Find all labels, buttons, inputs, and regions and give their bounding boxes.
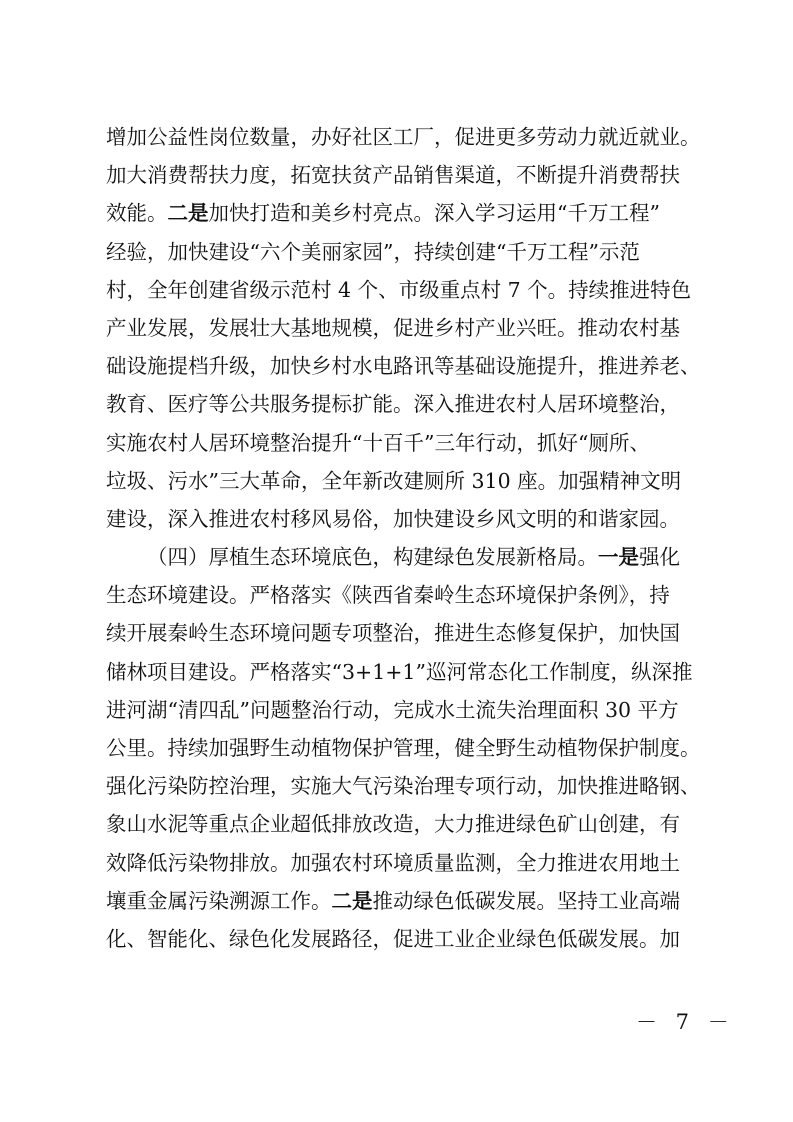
text-line [106, 729, 726, 767]
text-line [106, 805, 726, 843]
text-run: 效能。 [106, 201, 168, 226]
text-run: 教育、医疗等公共服务提标扩能。深入推进农村人居环境整治， [106, 392, 680, 417]
text-run: 垃圾、污水”三大革命，全年新改建厕所 310 座。加强精神文明 [106, 468, 682, 493]
text-run: 增加公益性岗位数量，办好社区工厂，促进更多劳动力就近就业。 [106, 125, 701, 149]
text-line [106, 653, 726, 691]
text-run: 强化污染防控治理，实施大气污染治理专项行动，加快推进略钢、 [106, 774, 701, 799]
text-run: 加快打造和美乡村亮点。深入学习运用“千万工程” [208, 201, 660, 226]
bold-marker: 二是 [167, 201, 209, 226]
text-line [106, 347, 726, 385]
text-line [106, 385, 726, 423]
text-line [106, 767, 726, 805]
text-line [106, 614, 726, 652]
text-line [106, 576, 726, 614]
text-run: 象山水泥等重点企业超低排放改造，大力推进绿色矿山创建，有 [106, 812, 680, 837]
section-heading: （四）厚植生态环境底色，构建绿色发展新格局。 [147, 545, 598, 570]
bold-marker: 二是 [331, 888, 373, 913]
text-run: 化、智能化、绿色化发展路径，促进工业企业绿色低碳发展。加 [106, 926, 680, 951]
text-run: 强化 [639, 545, 680, 570]
text-run: 产业发展，发展壮大基地规模，促进乡村产业兴旺。推动农村基 [106, 315, 680, 340]
page-number: － 7 － [636, 1010, 735, 1034]
text-line [106, 844, 726, 882]
text-run: 续开展秦岭生态环境问题专项整治，推进生态修复保护，加快国 [106, 621, 680, 646]
text-line [106, 462, 726, 500]
text-run: 公里。持续加强野生动植物保护管理，健全野生动植物保护制度。 [106, 736, 701, 760]
text-run: 村，全年创建省级示范村 4 个、市级重点村 7 个。持续推进特色 [106, 277, 692, 302]
text-line [106, 691, 726, 729]
text-run: 推动绿色低碳发展。坚持工业高端 [372, 888, 680, 913]
section-heading-line [106, 538, 726, 576]
text-run: 进河湖“清四乱”问题整治行动，完成水土流失治理面积 30 平方 [106, 697, 679, 722]
text-line [106, 424, 726, 462]
body-text [106, 118, 726, 958]
text-run: 实施农村人居环境整治提升“十百千”三年行动，抓好“厕所、 [106, 430, 650, 455]
text-run: 效降低污染物排放。加强农村环境质量监测，全力推进农用地土 [106, 850, 680, 875]
text-run: 生态环境建设。严格落实《陕西省秦岭生态环境保护条例》，持 [106, 583, 670, 608]
text-run: 加大消费帮扶力度，拓宽扶贫产品销售渠道，不断提升消费帮扶 [106, 163, 680, 188]
text-run: 储林项目建设。严格落实“3+1+1”巡河常态化工作制度，纵深推 [106, 659, 693, 684]
text-line [106, 882, 726, 920]
text-run: 经验，加快建设“六个美丽家园”，持续创建“千万工程”示范 [106, 239, 640, 264]
text-run: 建设，深入推进农村移风易俗，加快建设乡风文明的和谐家园。 [106, 506, 680, 531]
text-run: 壤重金属污染溯源工作。 [106, 888, 332, 913]
text-line [106, 118, 726, 156]
text-line [106, 309, 726, 347]
text-line [106, 156, 726, 194]
text-line [106, 500, 726, 538]
text-line [106, 194, 726, 232]
text-run: 础设施提档升级，加快乡村水电路讯等基础设施提升，推进养老、 [106, 354, 701, 379]
text-line [106, 233, 726, 271]
text-line [106, 271, 726, 309]
text-line [106, 920, 726, 958]
bold-marker: 一是 [598, 545, 639, 570]
